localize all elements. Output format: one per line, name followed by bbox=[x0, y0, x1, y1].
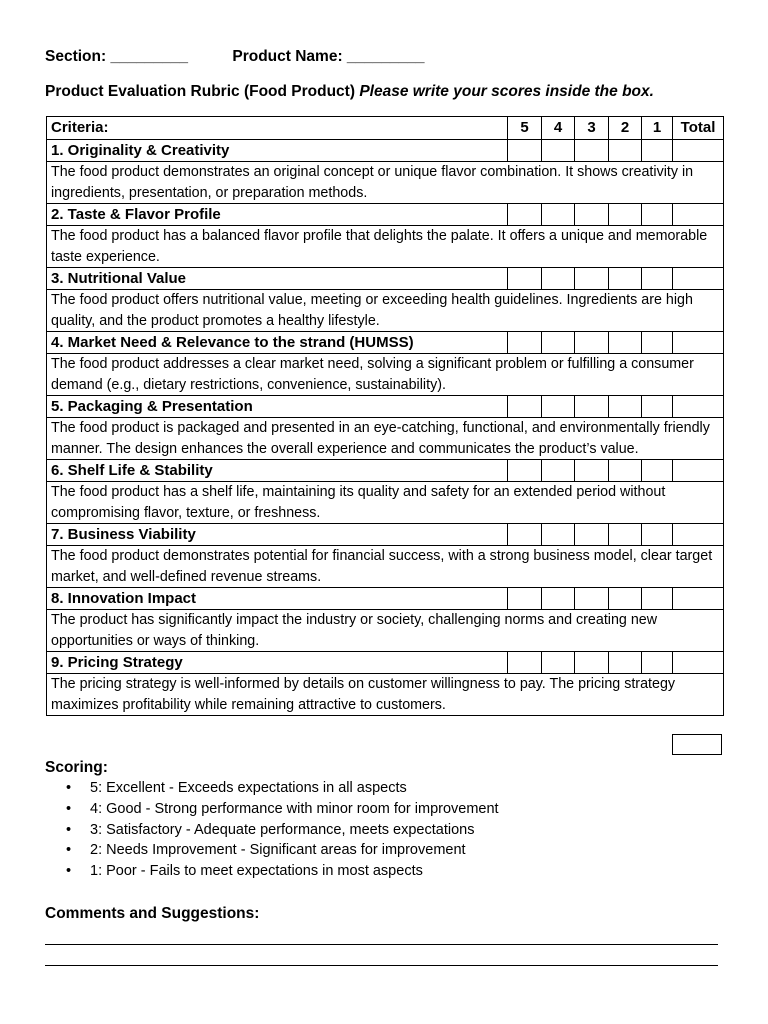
score-box-1[interactable] bbox=[642, 332, 673, 354]
header-fields bbox=[45, 48, 425, 66]
score-box-5[interactable] bbox=[508, 396, 542, 418]
criterion-description-row bbox=[47, 610, 724, 652]
score-box-5[interactable] bbox=[508, 268, 542, 290]
score-header-1: 1 bbox=[642, 117, 673, 140]
score-box-4[interactable] bbox=[542, 652, 575, 674]
bullet-icon: • bbox=[66, 842, 72, 859]
criterion-description-row bbox=[47, 354, 724, 396]
rubric-body bbox=[47, 140, 724, 716]
criterion-name: 1. Originality & Creativity bbox=[47, 140, 508, 162]
score-box-1[interactable] bbox=[642, 524, 673, 546]
score-box-5[interactable] bbox=[508, 140, 542, 162]
score-box-3[interactable] bbox=[575, 588, 609, 610]
score-box-1[interactable] bbox=[642, 588, 673, 610]
criterion-row bbox=[47, 140, 724, 162]
score-header-2: 2 bbox=[609, 117, 642, 140]
score-box-1[interactable] bbox=[642, 140, 673, 162]
criterion-row bbox=[47, 204, 724, 226]
criterion-description: The food product has a shelf life, maintaining its quality and safety for an extended period without compromising flavor, texture, or freshness. bbox=[47, 482, 724, 524]
scoring-item-text: 1: Poor - Fails to meet expectations in most aspects bbox=[90, 863, 423, 880]
score-box-1[interactable] bbox=[642, 460, 673, 482]
criterion-name: 5. Packaging & Presentation bbox=[47, 396, 508, 418]
score-box-3[interactable] bbox=[575, 140, 609, 162]
rubric-table bbox=[46, 116, 724, 716]
score-header-5: 5 bbox=[508, 117, 542, 140]
criterion-total-box[interactable] bbox=[673, 588, 724, 610]
score-box-4[interactable] bbox=[542, 268, 575, 290]
score-box-1[interactable] bbox=[642, 204, 673, 226]
criterion-row bbox=[47, 332, 724, 354]
score-box-4[interactable] bbox=[542, 588, 575, 610]
score-box-1[interactable] bbox=[642, 268, 673, 290]
score-box-2[interactable] bbox=[609, 204, 642, 226]
score-box-4[interactable] bbox=[542, 204, 575, 226]
score-box-3[interactable] bbox=[575, 204, 609, 226]
scoring-item-text: 4: Good - Strong performance with minor room for improvement bbox=[90, 800, 499, 817]
score-box-4[interactable] bbox=[542, 460, 575, 482]
criterion-total-box[interactable] bbox=[673, 140, 724, 162]
score-box-2[interactable] bbox=[609, 332, 642, 354]
criterion-total-box[interactable] bbox=[673, 460, 724, 482]
criterion-name: 4. Market Need & Relevance to the strand (HUMSS) bbox=[47, 332, 508, 354]
criterion-row bbox=[47, 588, 724, 610]
criterion-name: 7. Business Viability bbox=[47, 524, 508, 546]
scoring-item-text: 2: Needs Improvement - Significant areas for improvement bbox=[90, 842, 466, 859]
criteria-header: Criteria: bbox=[47, 117, 508, 140]
criterion-name: 9. Pricing Strategy bbox=[47, 652, 508, 674]
rubric-header-row bbox=[47, 117, 724, 140]
product-name-field-label: Product Name: _________ bbox=[232, 48, 425, 65]
score-box-4[interactable] bbox=[542, 396, 575, 418]
score-header-4: 4 bbox=[542, 117, 575, 140]
criterion-description: The food product offers nutritional value, meeting or exceeding health guidelines. Ingredients are high quality, and the product promotes a healthy lifestyle. bbox=[47, 290, 724, 332]
criterion-total-box[interactable] bbox=[673, 204, 724, 226]
criterion-total-box[interactable] bbox=[673, 268, 724, 290]
criterion-description: The food product demonstrates an original concept or unique flavor combination. It shows creativity in ingredients, presentation, or preparation methods. bbox=[47, 162, 724, 204]
criterion-description: The food product is packaged and presented in an eye-catching, functional, and environmentally friendly manner. The design enhances the overall experience and communicates the product’s value. bbox=[47, 418, 724, 460]
scoring-list bbox=[45, 778, 499, 882]
score-box-2[interactable] bbox=[609, 524, 642, 546]
criterion-description: The product has significantly impact the industry or society, challenging norms and creating new opportunities or ways of thinking. bbox=[47, 610, 724, 652]
criterion-row bbox=[47, 652, 724, 674]
scoring-item bbox=[45, 799, 499, 820]
criterion-description-row bbox=[47, 162, 724, 204]
score-box-5[interactable] bbox=[508, 332, 542, 354]
rubric-title bbox=[45, 83, 654, 101]
criterion-name: 2. Taste & Flavor Profile bbox=[47, 204, 508, 226]
criterion-description-row bbox=[47, 482, 724, 524]
bullet-icon: • bbox=[66, 800, 72, 817]
score-box-1[interactable] bbox=[642, 396, 673, 418]
score-header-3: 3 bbox=[575, 117, 609, 140]
score-box-2[interactable] bbox=[609, 460, 642, 482]
scoring-item bbox=[45, 861, 499, 882]
criterion-description-row bbox=[47, 290, 724, 332]
score-box-3[interactable] bbox=[575, 652, 609, 674]
criterion-description: The food product demonstrates potential for financial success, with a strong business model, clear target market, and well-defined revenue streams. bbox=[47, 546, 724, 588]
criterion-total-box[interactable] bbox=[673, 396, 724, 418]
score-box-4[interactable] bbox=[542, 332, 575, 354]
score-box-2[interactable] bbox=[609, 140, 642, 162]
criterion-row bbox=[47, 524, 724, 546]
comment-line[interactable] bbox=[45, 965, 718, 966]
criterion-description: The pricing strategy is well-informed by details on customer willingness to pay. The pricing strategy maximizes profitability while remaining attractive to customers. bbox=[47, 674, 724, 716]
rubric-instruction: Please write your scores inside the box. bbox=[359, 83, 654, 100]
score-box-1[interactable] bbox=[642, 652, 673, 674]
criterion-total-box[interactable] bbox=[673, 652, 724, 674]
scoring-item bbox=[45, 820, 499, 841]
criterion-name: 3. Nutritional Value bbox=[47, 268, 508, 290]
criterion-total-box[interactable] bbox=[673, 332, 724, 354]
scoring-item bbox=[45, 840, 499, 861]
score-box-3[interactable] bbox=[575, 524, 609, 546]
score-box-3[interactable] bbox=[575, 396, 609, 418]
criterion-row bbox=[47, 396, 724, 418]
bullet-icon: • bbox=[66, 780, 72, 796]
score-box-2[interactable] bbox=[609, 652, 642, 674]
score-box-5[interactable] bbox=[508, 204, 542, 226]
score-box-4[interactable] bbox=[542, 524, 575, 546]
criterion-description-row bbox=[47, 226, 724, 268]
comments-title: Comments and Suggestions: bbox=[45, 905, 260, 922]
grand-total-box[interactable] bbox=[672, 734, 722, 755]
scoring-title: Scoring: bbox=[45, 759, 108, 776]
bullet-icon: • bbox=[66, 863, 72, 880]
score-box-3[interactable] bbox=[575, 332, 609, 354]
comment-line[interactable] bbox=[45, 944, 718, 945]
criterion-name: 6. Shelf Life & Stability bbox=[47, 460, 508, 482]
score-box-3[interactable] bbox=[575, 460, 609, 482]
criterion-total-box[interactable] bbox=[673, 524, 724, 546]
scoring-item-text: 5: Excellent - Exceeds expectations in all aspects bbox=[90, 780, 407, 796]
score-box-2[interactable] bbox=[609, 588, 642, 610]
score-box-5[interactable] bbox=[508, 524, 542, 546]
score-box-4[interactable] bbox=[542, 140, 575, 162]
criterion-row bbox=[47, 460, 724, 482]
total-header: Total bbox=[673, 117, 724, 140]
criterion-description: The food product has a balanced flavor profile that delights the palate. It offers a unique and memorable taste experience. bbox=[47, 226, 724, 268]
rubric-title-main: Product Evaluation Rubric (Food Product) bbox=[45, 83, 355, 100]
criterion-name: 8. Innovation Impact bbox=[47, 588, 508, 610]
scoring-item bbox=[45, 778, 499, 799]
criterion-description-row bbox=[47, 546, 724, 588]
score-box-2[interactable] bbox=[609, 268, 642, 290]
bullet-icon: • bbox=[66, 821, 72, 838]
score-box-5[interactable] bbox=[508, 652, 542, 674]
score-box-5[interactable] bbox=[508, 588, 542, 610]
score-box-2[interactable] bbox=[609, 396, 642, 418]
section-field-label: Section: _________ bbox=[45, 48, 189, 65]
scoring-item-text: 3: Satisfactory - Adequate performance, meets expectations bbox=[90, 821, 475, 838]
criterion-row bbox=[47, 268, 724, 290]
criterion-description-row bbox=[47, 418, 724, 460]
score-box-5[interactable] bbox=[508, 460, 542, 482]
score-box-3[interactable] bbox=[575, 268, 609, 290]
criterion-description-row bbox=[47, 674, 724, 716]
criterion-description: The food product addresses a clear market need, solving a significant problem or fulfilling a consumer demand (e.g., dietary restrictions, convenience, sustainability). bbox=[47, 354, 724, 396]
